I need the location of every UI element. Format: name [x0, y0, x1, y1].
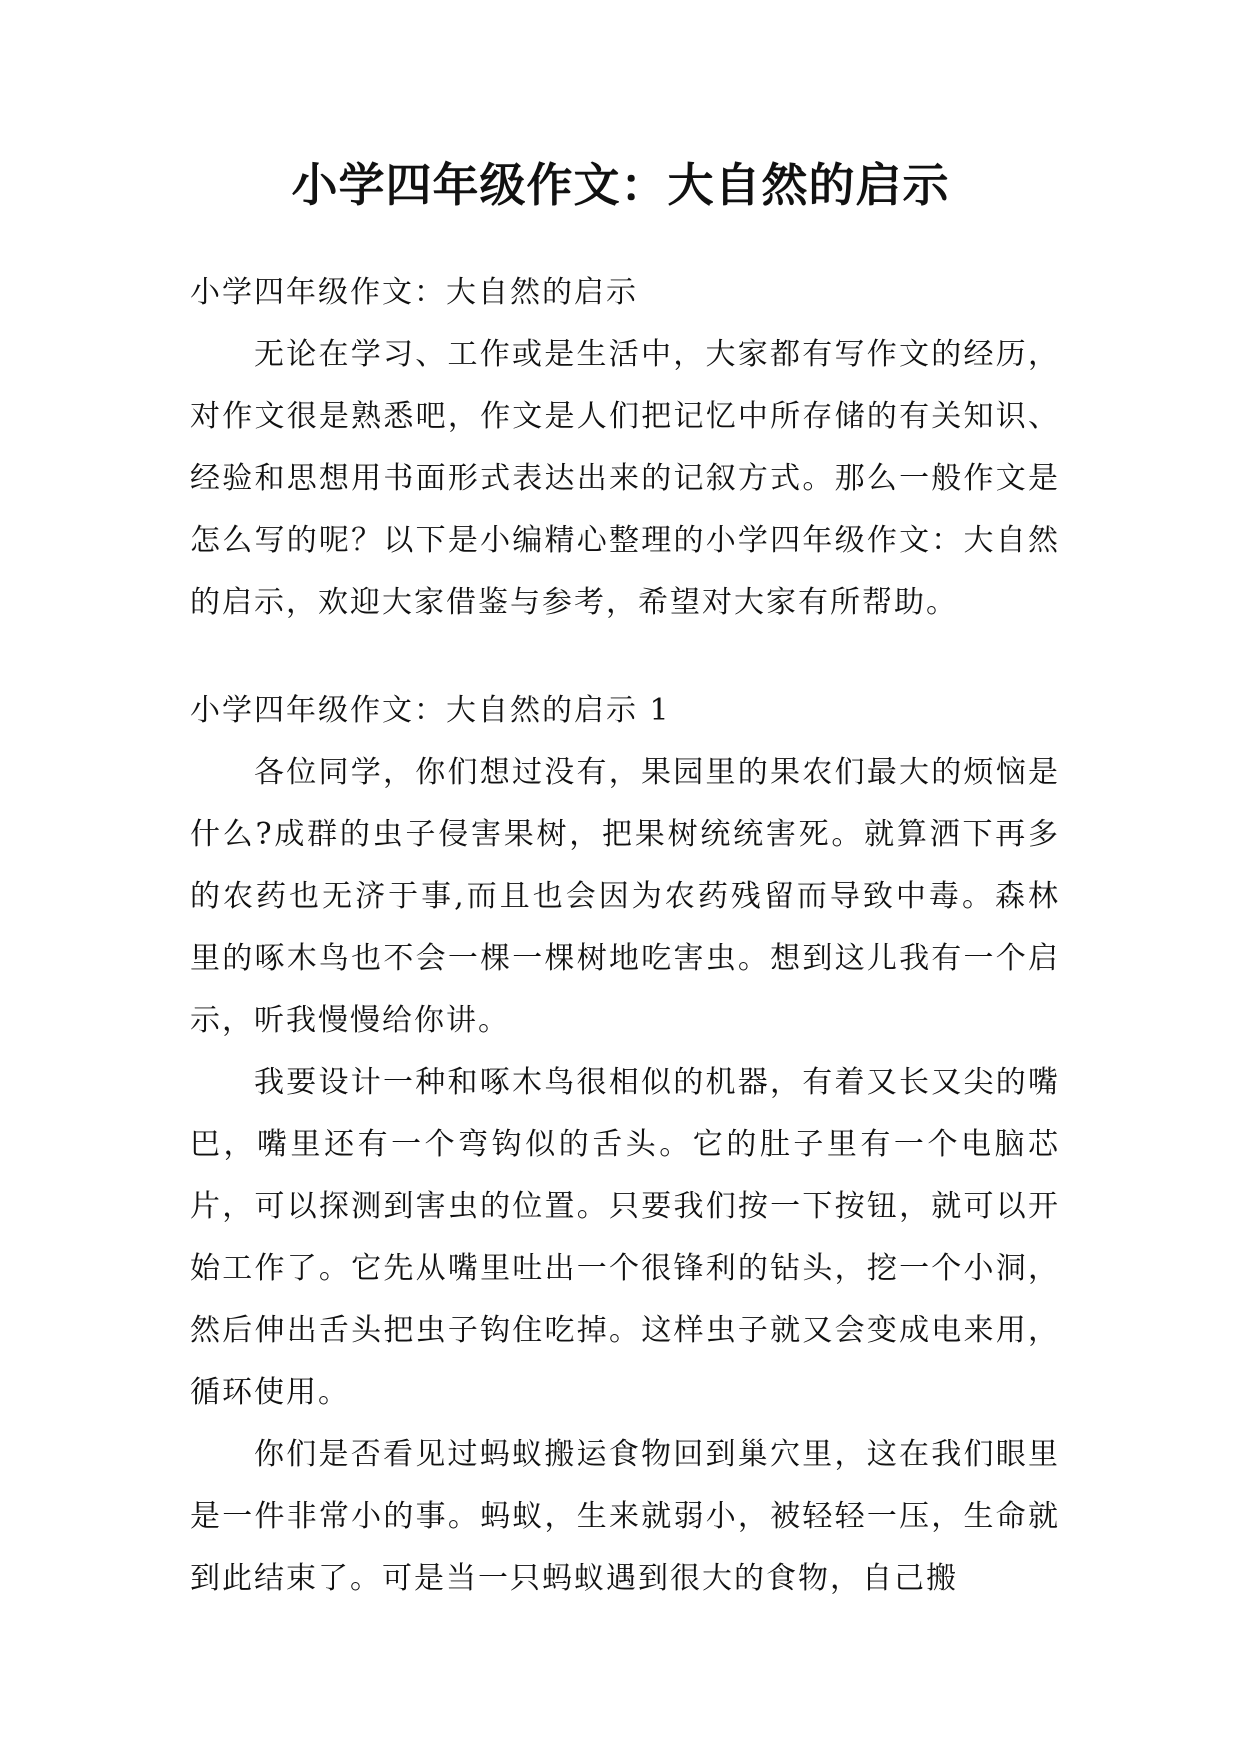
intro-paragraph: 无论在学习、工作或是生活中，大家都有写作文的经历，对作文很是熟悉吧，作文是人们把记忆中所存储的有关知识、经验和思想用书面形式表达出来的记叙方式。那么一般作文是怎么写的呢？以下是小编精心整理的小学四年级作文：大自然的启示，欢迎大家借鉴与参考，希望对大家有所帮助。: [190, 337, 1060, 620]
essay-paragraph-1: 各位同学，你们想过没有，果园里的果农们最大的烦恼是什么?成群的虫子侵害果树，把果树统统害死。就算洒下再多的农药也无济于事,而且也会因为农药残留而导致中毒。森林里的啄木鸟也不会一棵一棵树地吃害虫。想到这儿我有一个启示，听我慢慢给你讲。: [190, 755, 1060, 1038]
section-heading-essay-1: 小学四年级作文：大自然的启示 1: [190, 693, 671, 728]
essay-paragraph-3: 你们是否看见过蚂蚁搬运食物回到巢穴里，这在我们眼里是一件非常小的事。蚂蚁，生来就弱小，被轻轻一压，生命就到此结束了。可是当一只蚂蚁遇到很大的食物，自己搬: [190, 1437, 1060, 1596]
essay-paragraph-2: 我要设计一种和啄木鸟很相似的机器，有着又长又尖的嘴巴，嘴里还有一个弯钩似的舌头。它的肚子里有一个电脑芯片，可以探测到害虫的位置。只要我们按一下按钮，就可以开始工作了。它先从嘴里吐出一个很锋利的钻头，挖一个小洞，然后伸出舌头把虫子钩住吃掉。这样虫子就又会变成电来用，循环使用。: [190, 1065, 1060, 1410]
document-body: [190, 262, 1060, 1610]
section-spacer: [190, 634, 1060, 680]
document-title: 小学四年级作文：大自然的启示: [291, 158, 950, 212]
section-heading-intro: 小学四年级作文：大自然的启示: [190, 275, 638, 310]
